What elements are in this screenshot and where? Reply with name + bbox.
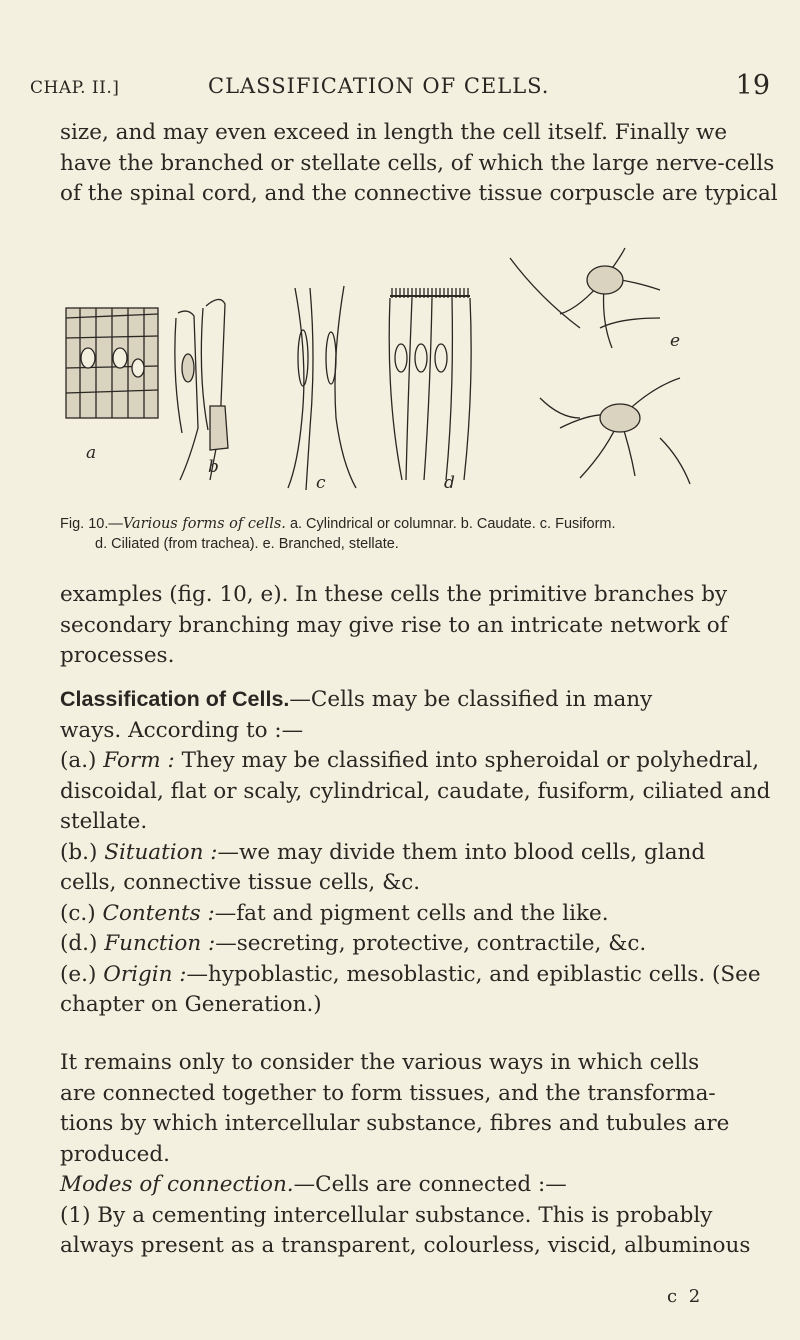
class-item-b: (b.) Situation :—we may divide them into blood cells, gland	[60, 839, 706, 865]
text-line: always present as a transparent, colourless, viscid, albuminous	[60, 1233, 751, 1258]
ciliated-cells-drawing	[389, 288, 471, 480]
intro-paragraph	[60, 118, 778, 210]
heading-rest: —Cells may be classified in many	[289, 687, 653, 712]
caudate-cells-drawing	[175, 299, 228, 480]
text-line: tions by which intercellular substance, fibres and tubules are	[60, 1111, 730, 1136]
fusiform-cells-drawing	[288, 286, 356, 490]
text-line: of the spinal cord, and the connective tissue corpuscle are typical	[60, 181, 778, 206]
examples-paragraph	[60, 580, 760, 672]
cell-forms-figure	[60, 218, 760, 518]
text-line: chapter on Generation.)	[60, 992, 322, 1017]
modes-line: Modes of connection.—Cells are connected :—	[60, 1172, 567, 1197]
running-title: CLASSIFICATION OF CELLS.	[208, 74, 550, 98]
figure-caption	[60, 514, 760, 554]
remains-paragraph	[60, 1048, 760, 1262]
text-line: stellate.	[60, 809, 148, 834]
stellate-cells-drawing	[510, 248, 690, 484]
figure-label-e: e	[670, 331, 681, 351]
text-line: processes.	[60, 643, 175, 668]
text-line: examples (fig. 10, e). In these cells the primitive branches by	[60, 582, 728, 607]
section-heading: Classification of Cells.	[60, 687, 290, 711]
text-line: secondary branching may give rise to an intricate network of	[60, 612, 728, 638]
page-number: 19	[735, 70, 770, 101]
figure-label-c: c	[316, 473, 326, 493]
modes-heading: Modes of connection.	[60, 1172, 294, 1197]
class-item-a: (a.) Form : They may be classified into spheroidal or polyhedral,	[60, 748, 760, 773]
text-line: have the branched or stellate cells, of which the large nerve-cells	[60, 150, 775, 176]
running-header	[30, 70, 770, 110]
figure-label-a: a	[86, 443, 97, 463]
text-line: It remains only to consider the various ways in which cells	[60, 1050, 700, 1075]
text-line: cells, connective tissue cells, &c.	[60, 870, 421, 895]
classification-section	[60, 684, 771, 1021]
class-item-c: (c.) Contents :—fat and pigment cells and the like.	[60, 900, 609, 926]
text-line: produced.	[60, 1141, 170, 1167]
class-item-e: (e.) Origin :—hypoblastic, mesoblastic, and epiblastic cells. (See	[60, 961, 761, 987]
text-line: (1) By a cementing intercellular substance. This is probably	[60, 1202, 713, 1228]
columnar-cells-drawing	[66, 308, 158, 418]
caption-line1: a. Cylindrical or columnar. b. Caudate. c. Fusiform.	[289, 516, 616, 532]
text-line: are connected together to form tissues, and the transforma-	[60, 1080, 716, 1106]
text-line: ways. According to :—	[60, 717, 304, 743]
text-line: size, and may even exceed in length the cell itself. Finally we	[60, 120, 728, 145]
chapter-label: CHAP. II.]	[30, 78, 120, 98]
caption-fig-number: Fig. 10.—	[60, 516, 123, 532]
figure-label-d: d	[444, 473, 455, 493]
figure-label-b: b	[208, 457, 219, 477]
caption-title: Various forms of cells.	[122, 516, 286, 532]
text-line: discoidal, flat or scaly, cylindrical, caudate, fusiform, ciliated and	[60, 778, 771, 804]
class-item-d: (d.) Function :—secreting, protective, contractile, &c.	[60, 931, 647, 956]
caption-line2: d. Ciliated (from trachea). e. Branched, stellate.	[95, 536, 399, 552]
signature-mark: c 2	[667, 1286, 704, 1307]
